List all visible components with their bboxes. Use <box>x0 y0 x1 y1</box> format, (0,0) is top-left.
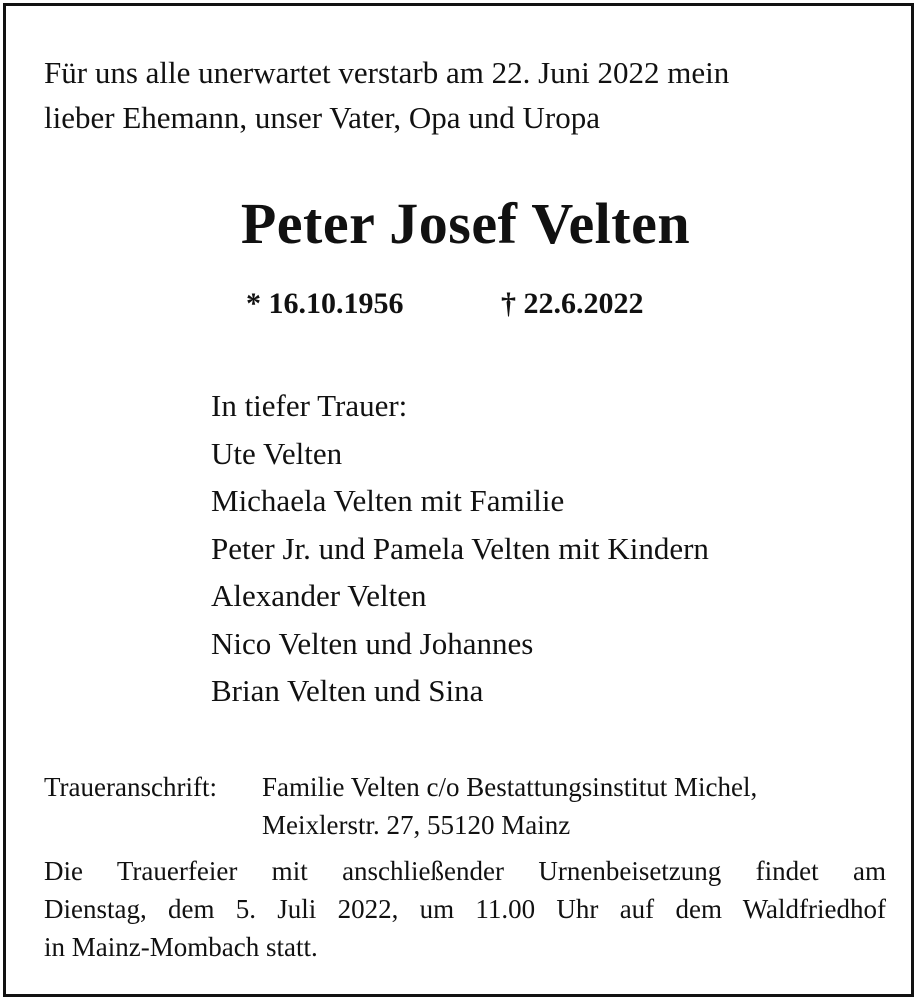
ceremony-info <box>44 852 886 966</box>
mourner-item: Peter Jr. und Pamela Velten mit Kindern <box>211 530 709 566</box>
intro-text <box>44 50 894 140</box>
address-label: Traueranschrift: <box>44 772 217 802</box>
ceremony-line: Dienstag, dem 5. Juli 2022, um 11.00 Uhr auf dem Waldfriedhof <box>44 894 886 924</box>
address-line: Meixlerstr. 27, 55120 Mainz <box>262 810 571 840</box>
ceremony-line: in Mainz-Mombach statt. <box>44 932 318 962</box>
mourner-item: Nico Velten und Johannes <box>211 625 534 661</box>
intro-line: lieber Ehemann, unser Vater, Opa und Uropa <box>44 100 601 135</box>
mourner-item: Brian Velten und Sina <box>211 673 484 708</box>
obituary-frame <box>3 3 914 997</box>
mourning-address <box>44 768 757 844</box>
mourners-list <box>211 382 709 715</box>
mourner-item: Ute Velten <box>211 435 343 471</box>
ceremony-line: Die Trauerfeier mit anschließender Urnenbeisetzung findet am <box>44 856 886 886</box>
address-line: Familie Velten c/o Bestattungsinstitut Michel, <box>262 772 758 802</box>
intro-line: Für uns alle unerwartet verstarb am 22. Juni 2022 mein <box>44 55 730 90</box>
mourner-item: Michaela Velten mit Familie <box>211 483 565 518</box>
birth-date: * 16.10.1956 <box>246 287 404 320</box>
mourner-item: Alexander Velten <box>211 578 427 613</box>
death-date: † 22.6.2022 <box>501 287 644 320</box>
deceased-name: Peter Josef Velten <box>240 191 691 256</box>
mourning-heading: In tiefer Trauer: <box>211 388 408 423</box>
